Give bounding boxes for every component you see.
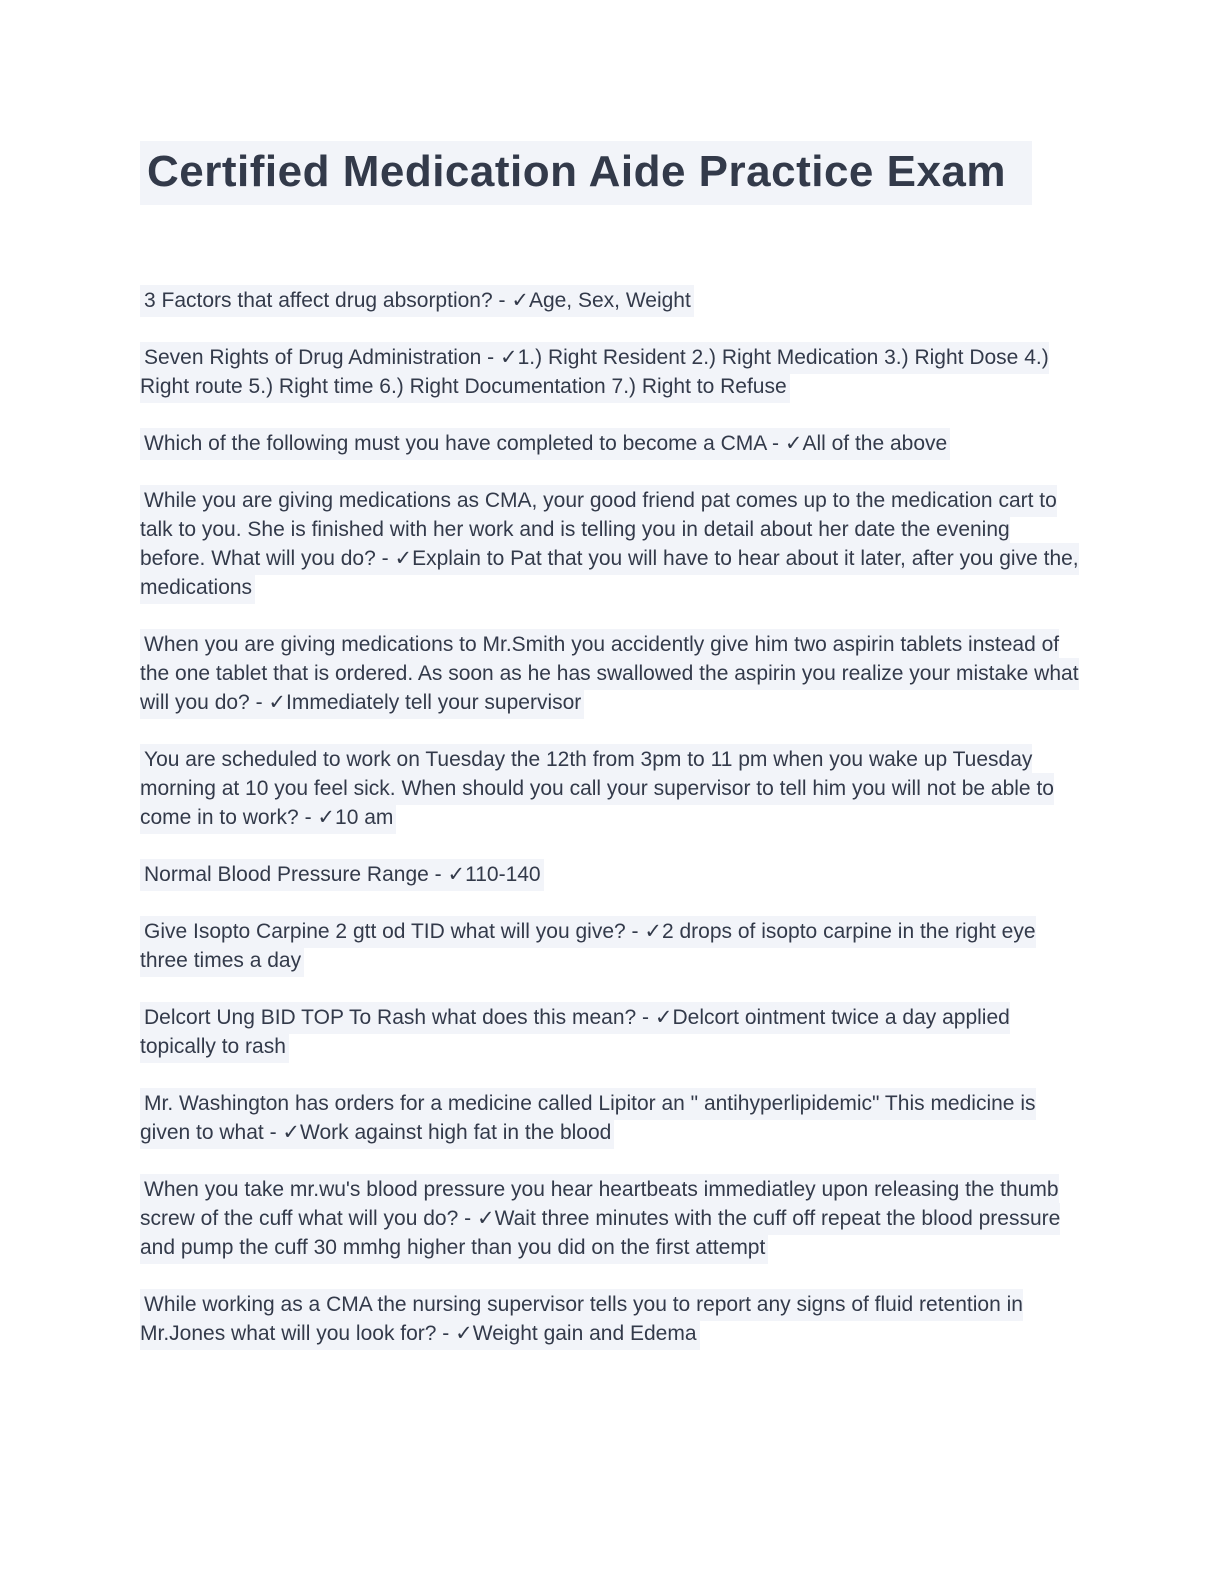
answer-text: Delcort ointment twice a day applied topically to rash xyxy=(140,1005,1010,1058)
answer-text: All of the above xyxy=(802,431,948,455)
page-title xyxy=(140,146,1084,198)
qa-item xyxy=(140,1089,1080,1147)
answer-text: Work against high fat in the blood xyxy=(300,1120,612,1144)
qa-item xyxy=(140,745,1080,832)
checkmark-icon: ✓ xyxy=(447,861,466,886)
question-text: When you are giving medications to Mr.Smith you accidently give him two aspirin tablets instead of the one tablet that is ordered. As soon as he has swallowed the aspirin you realize your mistake what will you do? xyxy=(140,632,1079,714)
checkmark-icon: ✓ xyxy=(511,287,529,312)
answer-text: 1.) Right Resident 2.) Right Medication 3.) Right Dose 4.) Right route 5.) Right time 6.) Right Documentation 7.) Right to Refuse xyxy=(140,345,1049,398)
answer-text: Age, Sex, Weight xyxy=(528,288,691,312)
question-text: While you are giving medications as CMA, your good friend pat comes up to the medication cart to talk to you. She is finished with her work and is telling you in detail about her date the evening before. What will you do? xyxy=(140,488,1057,570)
checkmark-icon: ✓ xyxy=(654,1004,673,1029)
qa-separator: - xyxy=(263,1120,283,1144)
checkmark-icon: ✓ xyxy=(500,344,518,369)
checkmark-icon: ✓ xyxy=(455,1320,473,1345)
checkmark-icon: ✓ xyxy=(784,430,803,455)
qa-separator: - xyxy=(766,431,785,455)
question-text: While working as a CMA the nursing supervisor tells you to report any signs of fluid retention in Mr.Jones what will you look for? xyxy=(140,1292,1023,1345)
qa-separator: - xyxy=(298,805,318,829)
qa-item xyxy=(140,860,1080,889)
qa-separator: - xyxy=(636,1005,655,1029)
question-text: You are scheduled to work on Tuesday the 12th from 3pm to 11 pm when you wake up Tuesday morning at 10 you feel sick. When should you call your supervisor to tell him you will not be able to come in to work? xyxy=(140,747,1054,829)
qa-item xyxy=(140,1003,1080,1061)
qa-item xyxy=(140,486,1080,602)
question-text: Delcort Ung BID TOP To Rash what does this mean? xyxy=(144,1005,637,1029)
qa-item xyxy=(140,917,1080,975)
question-text: When you take mr.wu's blood pressure you hear heartbeats immediatley upon releasing the thumb screw of the cuff what will you do? xyxy=(140,1177,1059,1230)
question-text: 3 Factors that affect drug absorption? xyxy=(144,288,493,312)
question-text: Mr. Washington has orders for a medicine called Lipitor an " antihyperlipidemic" This medicine is given to what xyxy=(140,1091,1036,1144)
answer-text: Explain to Pat that you will have to hear about it later, after you give the, medications xyxy=(140,546,1079,599)
answer-text: 110-140 xyxy=(465,862,541,886)
answer-text: Weight gain and Edema xyxy=(472,1321,697,1345)
qa-separator: - xyxy=(458,1206,477,1230)
checkmark-icon: ✓ xyxy=(476,1205,495,1230)
question-text: Seven Rights of Drug Administration xyxy=(144,345,482,369)
answer-text: 10 am xyxy=(335,805,394,829)
qa-item xyxy=(140,630,1080,717)
checkmark-icon: ✓ xyxy=(282,1119,301,1144)
qa-separator: - xyxy=(625,919,645,943)
qa-separator: - xyxy=(481,345,501,369)
qa-item xyxy=(140,1175,1080,1262)
checkmark-icon: ✓ xyxy=(317,804,336,829)
qa-separator: - xyxy=(249,690,269,714)
qa-separator: - xyxy=(492,288,512,312)
checkmark-icon: ✓ xyxy=(268,689,287,714)
qa-separator: - xyxy=(375,546,395,570)
qa-item xyxy=(140,1290,1080,1348)
checkmark-icon: ✓ xyxy=(644,918,662,943)
question-text: Which of the following must you have completed to become a CMA xyxy=(144,431,767,455)
answer-text: Immediately tell your supervisor xyxy=(286,690,582,714)
question-text: Give Isopto Carpine 2 gtt od TID what will you give? xyxy=(144,919,626,943)
answer-text: Wait three minutes with the cuff off repeat the blood pressure and pump the cuff 30 mmhg higher than you did on the first attempt xyxy=(140,1206,1061,1259)
qa-separator: - xyxy=(428,862,448,886)
qa-separator: - xyxy=(436,1321,456,1345)
qa-item xyxy=(140,286,1080,315)
question-text: Normal Blood Pressure Range xyxy=(144,862,429,886)
answer-text: 2 drops of isopto carpine in the right eye three times a day xyxy=(140,919,1036,972)
checkmark-icon: ✓ xyxy=(394,545,413,570)
qa-item xyxy=(140,429,1080,458)
page-title-highlight: Certified Medication Aide Practice Exam xyxy=(140,141,1032,205)
qa-item xyxy=(140,343,1080,401)
